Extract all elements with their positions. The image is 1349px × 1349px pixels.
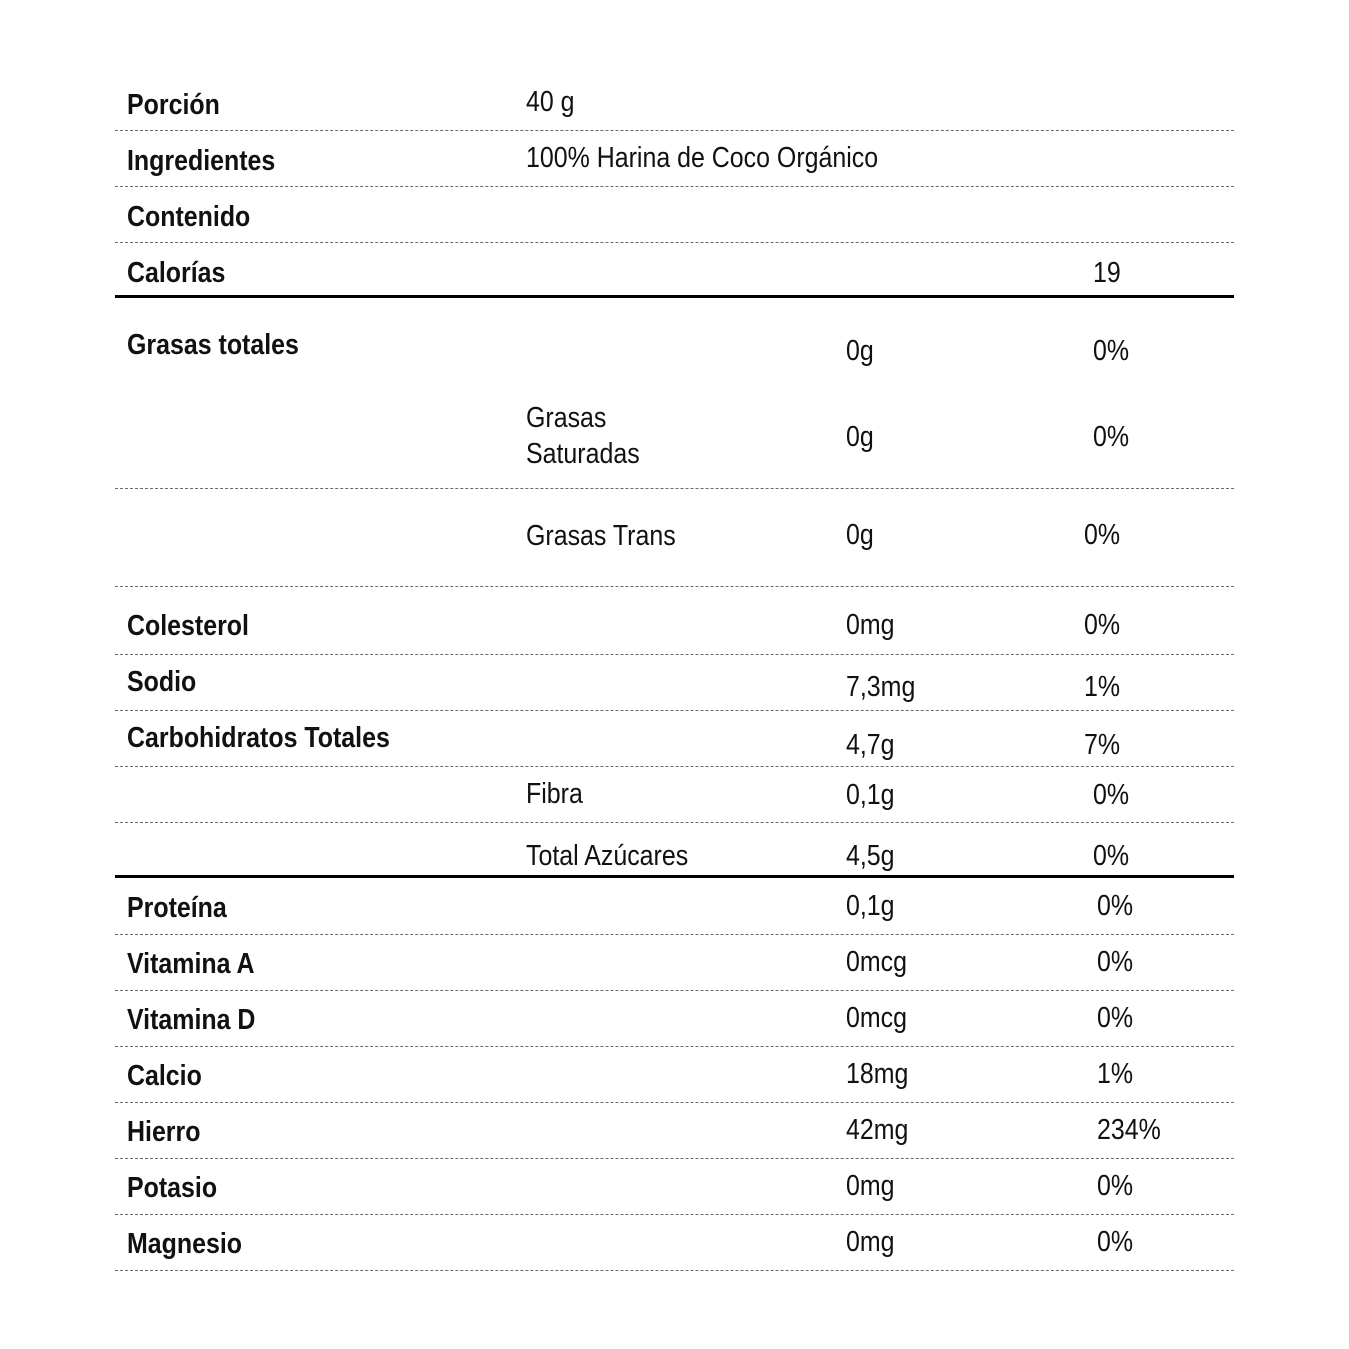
row-divider (115, 934, 1234, 935)
row-divider (115, 1270, 1234, 1271)
row-divider (115, 186, 1234, 187)
carbohidratos-dv: 7% (1084, 729, 1121, 761)
row-divider (115, 710, 1234, 711)
row-divider (115, 488, 1234, 489)
row-divider (115, 654, 1234, 655)
azucares-amount: 4,5g (846, 840, 895, 872)
proteina-label: Proteína (127, 892, 227, 924)
section-divider (115, 295, 1234, 298)
potasio-amount: 0mg (846, 1170, 895, 1202)
ingredientes-value: 100% Harina de Coco Orgánico (526, 142, 879, 174)
sodio-dv: 1% (1084, 671, 1121, 703)
section-divider (115, 875, 1234, 878)
vitamina-d-amount: 0mcg (846, 1002, 907, 1034)
colesterol-label: Colesterol (127, 610, 249, 642)
porcion-value: 40 g (526, 86, 575, 118)
row-divider (115, 1158, 1234, 1159)
row-divider (115, 822, 1234, 823)
vitamina-d-dv: 0% (1097, 1002, 1134, 1034)
proteina-dv: 0% (1097, 890, 1134, 922)
grasas-totales-label: Grasas totales (127, 329, 299, 361)
nutrition-table (115, 0, 1234, 1349)
hierro-amount: 42mg (846, 1114, 909, 1146)
vitamina-a-dv: 0% (1097, 946, 1134, 978)
grasas-trans-dv: 0% (1084, 519, 1121, 551)
carbohidratos-label: Carbohidratos Totales (127, 722, 390, 754)
fibra-dv: 0% (1093, 779, 1130, 811)
potasio-dv: 0% (1097, 1170, 1134, 1202)
calcio-label: Calcio (127, 1060, 202, 1092)
row-divider (115, 1046, 1234, 1047)
row-divider (115, 990, 1234, 991)
calorias-value: 19 (1093, 257, 1121, 289)
grasas-saturadas-dv: 0% (1093, 421, 1130, 453)
hierro-dv: 234% (1097, 1114, 1161, 1146)
potasio-label: Potasio (127, 1172, 218, 1204)
azucares-label: Total Azúcares (526, 840, 689, 872)
row-divider (115, 242, 1234, 243)
row-divider (115, 1102, 1234, 1103)
colesterol-dv: 0% (1084, 609, 1121, 641)
ingredientes-label: Ingredientes (127, 145, 276, 177)
contenido-label: Contenido (127, 201, 251, 233)
grasas-saturadas-label-line1: Grasas (526, 402, 607, 434)
grasas-saturadas-amount: 0g (846, 421, 874, 453)
grasas-trans-label: Grasas Trans (526, 520, 676, 552)
calcio-dv: 1% (1097, 1058, 1134, 1090)
sodio-label: Sodio (127, 666, 197, 698)
proteina-amount: 0,1g (846, 890, 895, 922)
vitamina-a-amount: 0mcg (846, 946, 907, 978)
grasas-totales-dv: 0% (1093, 335, 1130, 367)
row-divider (115, 586, 1234, 587)
carbohidratos-amount: 4,7g (846, 729, 895, 761)
grasas-trans-amount: 0g (846, 519, 874, 551)
calcio-amount: 18mg (846, 1058, 909, 1090)
fibra-label: Fibra (526, 778, 583, 810)
sodio-amount: 7,3mg (846, 671, 916, 703)
grasas-totales-amount: 0g (846, 335, 874, 367)
magnesio-amount: 0mg (846, 1226, 895, 1258)
row-divider (115, 766, 1234, 767)
calorias-label: Calorías (127, 257, 226, 289)
row-divider (115, 1214, 1234, 1215)
magnesio-dv: 0% (1097, 1226, 1134, 1258)
magnesio-label: Magnesio (127, 1228, 243, 1260)
hierro-label: Hierro (127, 1116, 201, 1148)
colesterol-amount: 0mg (846, 609, 895, 641)
fibra-amount: 0,1g (846, 779, 895, 811)
azucares-dv: 0% (1093, 840, 1130, 872)
vitamina-d-label: Vitamina D (127, 1004, 256, 1036)
vitamina-a-label: Vitamina A (127, 948, 255, 980)
porcion-label: Porción (127, 89, 220, 121)
grasas-saturadas-label-line2: Saturadas (526, 438, 640, 470)
row-divider (115, 130, 1234, 131)
